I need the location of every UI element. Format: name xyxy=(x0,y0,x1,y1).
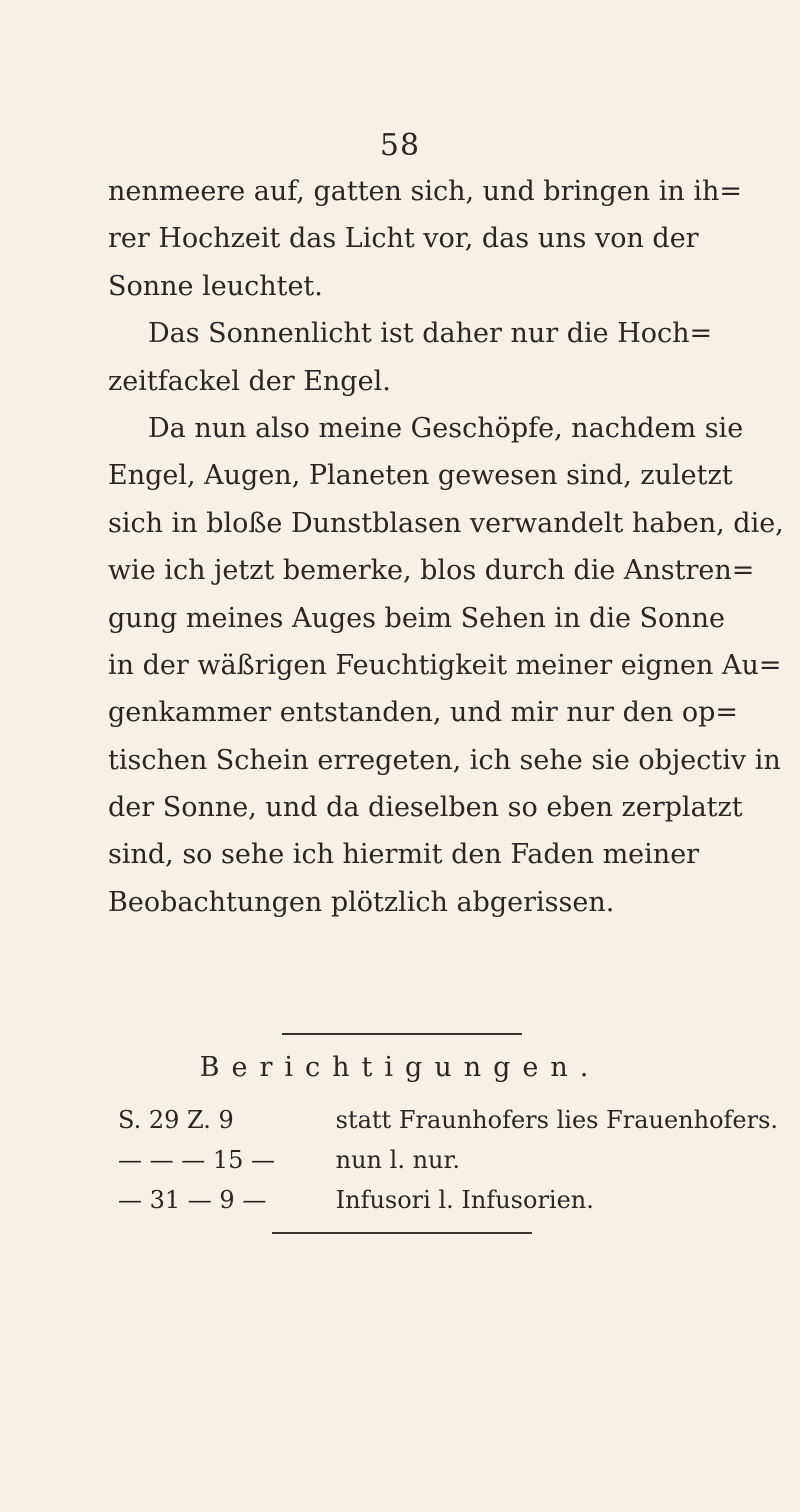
errata-reference: S. 29 Z. 9 xyxy=(118,1106,234,1134)
text-line: Das Sonnenlicht ist daher nur die Hoch= xyxy=(148,318,713,350)
text-line: sich in bloße Dunstblasen verwandelt haben, die, xyxy=(108,507,784,539)
divider-rule xyxy=(272,1232,532,1234)
text-line: wie ich jetzt bemerke, blos durch die Anstren= xyxy=(108,555,755,587)
text-line: sind, so sehe ich hiermit den Faden meiner xyxy=(108,839,700,871)
text-line: genkammer entstanden, und mir nur den op= xyxy=(108,697,739,729)
errata-heading: Berichtigungen. xyxy=(199,1052,601,1083)
text-line: zeitfackel der Engel. xyxy=(108,365,391,397)
body-text xyxy=(108,168,784,926)
errata-correction: Infusori l. Infusorien. xyxy=(335,1186,594,1214)
page-number: 58 xyxy=(379,128,421,163)
errata-row xyxy=(118,1100,779,1140)
text-line: gung meines Auges beim Sehen in die Sonne xyxy=(108,602,726,634)
text-line: Sonne leuchtet. xyxy=(108,270,323,302)
errata-correction: nun l. nur. xyxy=(335,1146,460,1174)
text-line: tischen Schein erregeten, ich sehe sie objectiv in xyxy=(108,744,781,776)
text-line: nenmeere auf, gatten sich, und bringen in ih= xyxy=(108,176,743,207)
text-line: rer Hochzeit das Licht vor, das uns von der xyxy=(108,223,699,255)
text-line: der Sonne, und da dieselben so eben zerplatzt xyxy=(108,792,743,824)
errata-row xyxy=(118,1180,718,1220)
errata-correction: statt Fraunhofers lies Frauenhofers. xyxy=(335,1106,779,1134)
divider-rule xyxy=(282,1033,522,1035)
text-line: Da nun also meine Geschöpfe, nachdem sie xyxy=(148,412,744,444)
errata-row xyxy=(118,1140,718,1180)
text-line: in der wäßrigen Feuchtigkeit meiner eignen Au= xyxy=(108,649,782,681)
errata-reference: — — — 15 — xyxy=(118,1146,276,1174)
text-line: Engel, Augen, Planeten gewesen sind, zuletzt xyxy=(108,460,733,492)
text-line: Beobachtungen plötzlich abgerissen. xyxy=(108,886,615,918)
errata-reference: — 31 — 9 — xyxy=(118,1186,267,1214)
